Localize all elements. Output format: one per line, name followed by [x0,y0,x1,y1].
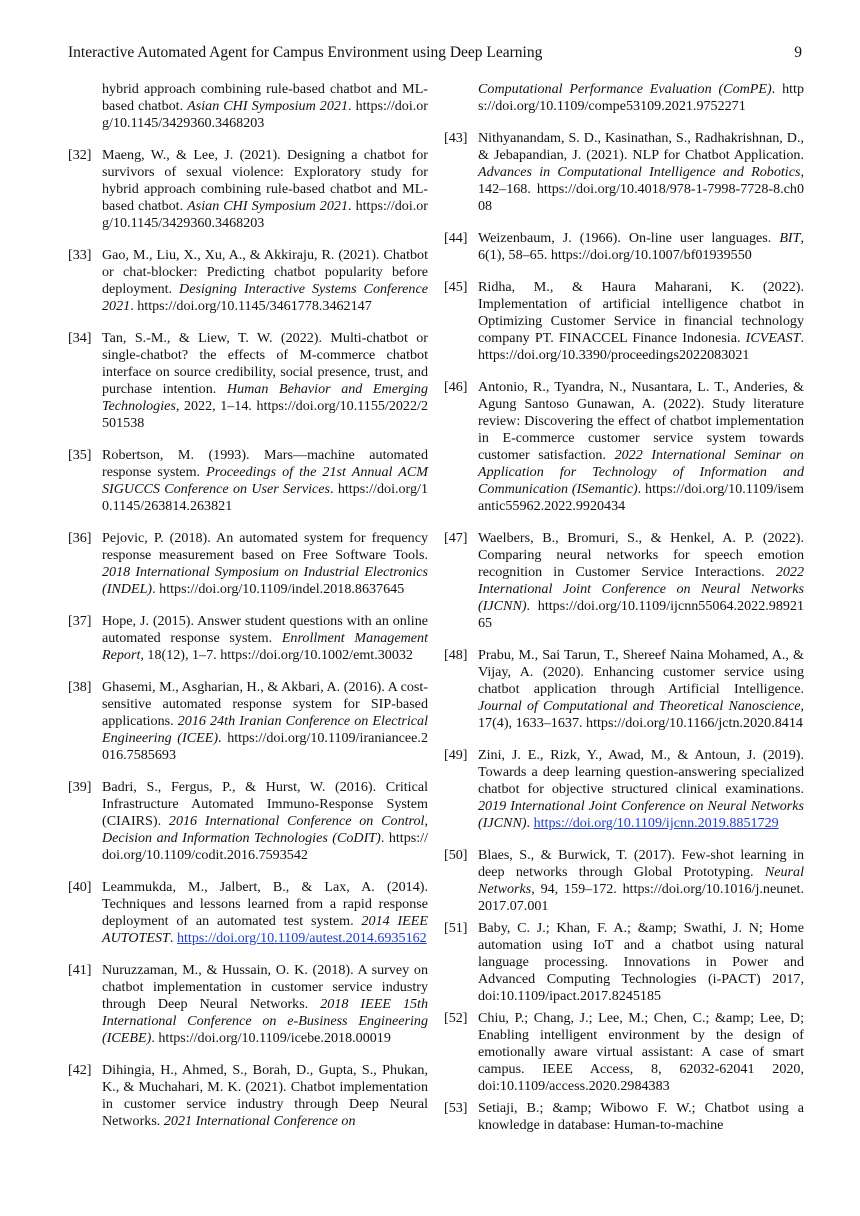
reference-text: Hope, J. (2015). Answer student questions with an online automated response system. [102,613,428,646]
reference-number: [40] [68,879,92,895]
reference-venue: 2016 International Conference on Control, Decision and Information Technologies (CoDIT) [102,813,428,846]
reference-text: Nuruzzaman, M., & Hussain, O. K. (2018). A survey on chatbot implementation in customer service industry through Deep Neural Networks. [102,962,428,1012]
reference-details: . [218,730,228,746]
reference-entry [444,1010,804,1095]
reference-details: . [152,581,160,597]
reference-doi: https://doi.org/10.4018/978-1-7998-7728-8.ch008 [478,181,804,214]
reference-text: Waelbers, B., Bromuri, S., & Henkel, A. P. (2022). Comparing neural networks for speech emotion recognition in Customer Service Interactions. [478,530,804,580]
reference-details: . [169,930,177,946]
reference-number: [34] [68,330,92,346]
reference-details: . [380,830,389,846]
reference-doi: https://doi.org/10.1145/3429360.3468203 [102,98,428,131]
right-column [444,81,804,1134]
reference-text: Robertson, M. (1993). Mars—machine automated response system. [102,447,428,480]
reference-entry [444,647,804,732]
reference-number: [33] [68,247,92,263]
reference-number: [52] [444,1010,468,1026]
reference-entry [68,330,428,432]
reference-entry [68,81,428,132]
reference-doi: https://doi.org/10.1109/codit.2016.7593542 [102,830,429,863]
reference-entry [444,279,804,364]
reference-venue: Designing Interactive Systems Conference 2021 [102,281,428,314]
reference-venue: Journal of Computational and Theoretical Nanoscience [478,698,801,714]
reference-doi-link[interactable]: https://doi.org/10.1109/ijcnn.2019.8851729 [533,815,779,831]
reference-number: [37] [68,613,92,629]
reference-doi: https://doi.org/10.1145/263814.263821 [102,481,428,514]
reference-text: Badri, S., Fergus, P., & Hurst, W. (2016). Critical Infrastructure Automated Immuno-Response System (CIAIRS). [102,779,428,829]
reference-venue: Advances in Computational Intelligence and Robotics [478,164,801,180]
reference-number: [48] [444,647,468,663]
reference-text: Maeng, W., & Lee, J. (2021). Designing a chatbot for survivors of sexual violence: Exploratory study for hybrid approach combining rule-based chatbot and ML-based chatbot. [102,147,428,214]
reference-number: [43] [444,130,468,146]
reference-venue: Asian CHI Symposium 2021 [187,98,348,114]
reference-number: [36] [68,530,92,546]
reference-venue: Asian CHI Symposium 2021 [187,198,348,214]
reference-text: Setiaji, B.; &amp; Wibowo F. W.; Chatbot using a knowledge in database: Human-to-machine [478,1100,804,1133]
header-title: Interactive Automated Agent for Campus Environment using Deep Learning [68,44,543,61]
reference-venue: 2022 International Joint Conference on Neural Networks (IJCNN) [478,564,804,614]
reference-text: Dihingia, H., Ahmed, S., Borah, D., Gupta, S., Phukan, K., & Muchahari, M. K. (2021). Chatbot implementation in customer service industry through Deep Neural Networks. [102,1062,428,1129]
reference-entry [444,847,804,915]
reference-details: . [348,198,356,214]
reference-text: Zini, J. E., Rizk, Y., Awad, M., & Antoun, J. (2019). Towards a deep learning question-answering specialized chatbot for objective structured clinical examinations. [478,747,804,797]
reference-entry [68,1062,428,1130]
reference-doi: https://doi.org/10.3390/proceedings2022083021 [478,347,750,363]
reference-details: , 94, 159–172. [531,881,623,897]
reference-venue: 2019 International Joint Conference on Neural Networks (IJCNN) [478,798,804,831]
reference-entry [444,747,804,832]
reference-details: . [800,330,804,346]
reference-details: . [330,481,338,497]
reference-entry [444,230,804,264]
reference-number: [41] [68,962,92,978]
reference-entry [68,247,428,315]
reference-details: , 2022, 1–14. [175,398,257,414]
reference-number: [50] [444,847,468,863]
reference-entry [68,879,428,947]
reference-text: hybrid approach combining rule-based chatbot and ML-based chatbot. [102,81,428,114]
reference-details: . [130,298,138,314]
reference-doi: https://doi.org/10.1145/3461778.3462147 [137,298,372,314]
reference-text: Antonio, R., Tyandra, N., Nusantara, L. T., Anderies, & Agung Santoso Gunawan, A. (2022). Study literature review: Discovering the effect of chatbot implementation in E-commerce customer service system towards customer satisfaction. [478,379,804,463]
reference-venue: Computational Performance Evaluation (ComPE) [478,81,772,97]
reference-entry [68,779,428,864]
reference-text: Nithyanandam, S. D., Kasinathan, S., Radhakrishnan, D., & Jebapandian, J. (2021). NLP for Chatbot Application. [478,130,804,163]
reference-details: . [526,815,534,831]
reference-doi: https://doi.org/10.1007/bf01939550 [550,247,752,263]
reference-text: Chiu, P.; Chang, J.; Lee, M.; Chen, C.; &amp; Lee, D; Enabling intelligent environment by the design of emotionally aware virtual assistant: A case of smart campus. IEEE Access, 8, 62032-62041 2020, doi:10.1109/access.2020.2984383 [478,1010,804,1094]
reference-number: [45] [444,279,468,295]
running-header [68,44,802,66]
reference-venue: 2014 IEEE AUTOTEST [102,913,428,946]
reference-entry [444,130,804,215]
reference-text: Pejovic, P. (2018). An automated system for frequency response measurement based on Free Software Tools. [102,530,428,563]
reference-venue: 2018 IEEE 15th International Conference on e-Business Engineering (ICEBE) [102,996,429,1046]
reference-entry [444,81,804,115]
reference-details: . [637,481,646,497]
reference-number: [49] [444,747,468,763]
reference-entry [444,530,804,632]
reference-doi: https://doi.org/10.1016/j.neunet.2017.07.001 [478,881,804,914]
reference-venue: Enrollment Management Report [102,630,428,663]
reference-text: Prabu, M., Sai Tarun, T., Shereef Naina Mohamed, A., & Vijay, A. (2020). Enhancing customer service using chatbot application through Artificial Intelligence. [478,647,804,697]
reference-details: . [151,1030,159,1046]
reference-doi: https://doi.org/10.1109/icebe.2018.00019 [158,1030,391,1046]
reference-details: . [771,81,783,97]
reference-doi: https://doi.org/10.1109/compe53109.2021.9752271 [478,81,805,114]
reference-text: Ghasemi, M., Asgharian, H., & Akbari, A. (2016). A cost-sensitive automated response system for SIP-based applications. [102,679,428,729]
page-number: 9 [794,44,802,61]
reference-number: [42] [68,1062,92,1078]
reference-entry [68,962,428,1047]
reference-venue: 2016 24th Iranian Conference on Electrical Engineering (ICEE) [102,713,428,746]
left-column [68,81,428,1130]
reference-number: [53] [444,1100,468,1116]
reference-text: Leammukda, M., Jalbert, B., & Lax, A. (2014). Techniques and lessons learned from a rapid response deployment of an automated test system. [102,879,428,929]
reference-doi-link[interactable]: https://doi.org/10.1109/autest.2014.6935162 [176,930,427,946]
reference-details: . [348,98,356,114]
reference-venue: BIT [779,230,801,246]
reference-doi: https://doi.org/10.1109/indel.2018.8637645 [159,581,405,597]
reference-text: Baby, C. J.; Khan, F. A.; &amp; Swathi, J. N; Home automation using IoT and a chatbot using natural language processing. Innovations in Power and Advanced Computing Technologies (i-PACT) 2017, doi:10.1109/ipact.2017.8245185 [478,920,804,1004]
reference-details: , 6(1), 58–65. [478,230,804,263]
reference-text: Blaes, S., & Burwick, T. (2017). Few-shot learning in deep networks through Global Prototyping. [478,847,804,880]
reference-number: [35] [68,447,92,463]
reference-details: , 142–168. [478,164,804,197]
reference-doi: https://doi.org/10.1109/isemantic55962.2022.9920434 [478,481,805,514]
reference-number: [47] [444,530,468,546]
reference-number: [38] [68,679,92,695]
reference-text: Gao, M., Liu, X., Xu, A., & Akkiraju, R. (2021). Chatbot or chat-blocker: Predicting chatbot popularity before deployment. [102,247,428,297]
reference-entry [68,530,428,598]
reference-details: , 17(4), 1633–1637. [478,698,804,731]
reference-venue: Human Behavior and Emerging Technologies [102,381,428,414]
reference-entry [444,1100,804,1134]
reference-text: Weizenbaum, J. (1966). On-line user languages. [478,230,780,246]
reference-entry [68,447,428,515]
reference-doi: https://doi.org/10.1109/ijcnn55064.2022.9892165 [478,598,804,631]
reference-number: [39] [68,779,92,795]
reference-doi: https://doi.org/10.1166/jctn.2020.8414 [586,715,803,731]
reference-number: [44] [444,230,468,246]
reference-number: [32] [68,147,92,163]
reference-details: , 18(12), 1–7. [140,647,221,663]
reference-venue: 2018 International Symposium on Industrial Electronics (INDEL) [102,564,428,597]
reference-number: [51] [444,920,468,936]
reference-doi: https://doi.org/10.1002/emt.30032 [220,647,413,663]
reference-doi: https://doi.org/10.1155/2022/2501538 [102,398,428,431]
reference-entry [444,379,804,515]
reference-venue: Proceedings of the 21st Annual ACM SIGUCCS Conference on User Services [102,464,428,497]
reference-entry [68,147,428,232]
reference-entry [68,613,428,664]
reference-text: Tan, S.-M., & Liew, T. W. (2022). Multi-chatbot or single-chatbot? the effects of M-commerce chatbot interface on source credibility, social presence, trust, and purchase intention. [102,330,428,397]
reference-venue: ICVEAST [745,330,801,346]
reference-entry [68,679,428,764]
reference-doi: https://doi.org/10.1145/3429360.3468203 [102,198,428,231]
reference-entry [444,920,804,1005]
reference-venue: Neural Networks [478,864,804,897]
reference-number: [46] [444,379,468,395]
reference-text: Ridha, M., & Haura Maharani, K. (2022). Implementation of artificial intelligence chatbot in Optimizing Customer Service in financial technology company PT. FINACCEL Finance Indonesia. [478,279,804,346]
reference-venue: 2021 International Conference on [163,1113,356,1129]
reference-venue: 2022 International Seminar on Application for Technology of Information and Communication (ISemantic) [478,447,804,497]
reference-details: . [526,598,538,614]
reference-doi: https://doi.org/10.1109/iraniancee.2016.7585693 [102,730,428,763]
